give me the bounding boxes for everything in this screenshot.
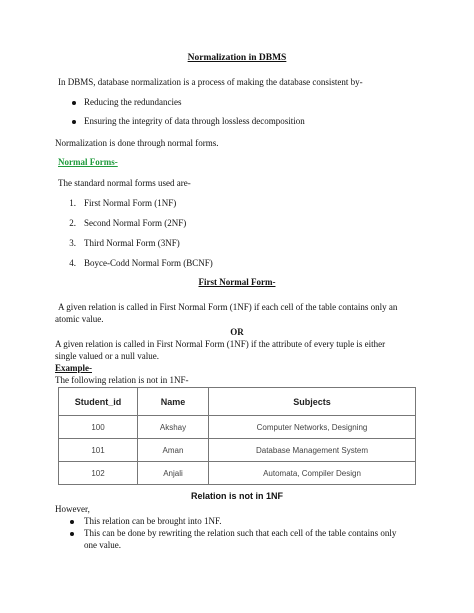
list-number: 4. bbox=[69, 258, 76, 268]
cell-name: Aman bbox=[138, 439, 209, 462]
table-row bbox=[59, 416, 416, 439]
form-item-2nf: Second Normal Form (2NF) bbox=[84, 218, 187, 228]
cell-subjects: Automata, Compiler Design bbox=[209, 462, 416, 485]
table-row bbox=[59, 462, 416, 485]
bullet-dot bbox=[72, 101, 76, 105]
list-number: 1. bbox=[69, 198, 76, 208]
however-text: However, bbox=[55, 504, 90, 514]
example-intro: The following relation is not in 1NF- bbox=[55, 375, 189, 385]
column-header-student-id: Student_id bbox=[59, 388, 138, 416]
list-number: 2. bbox=[69, 218, 76, 228]
first-nf-heading: First Normal Form- bbox=[198, 277, 276, 287]
column-header-name: Name bbox=[138, 388, 209, 416]
bullet-dot bbox=[70, 520, 74, 524]
definition-1-line-1: A given relation is called in First Normal Form (1NF) if each cell of the table contains only an bbox=[58, 302, 398, 312]
final-bullet-1: This relation can be brought into 1NF. bbox=[84, 516, 222, 526]
table-caption: Relation is not in 1NF bbox=[190, 491, 283, 501]
cell-student-id: 102 bbox=[59, 462, 138, 485]
document-title: Normalization in DBMS bbox=[187, 53, 287, 63]
cell-student-id: 100 bbox=[59, 416, 138, 439]
definition-1-line-2: atomic value. bbox=[55, 314, 104, 324]
normal-forms-heading: Normal Forms- bbox=[58, 157, 118, 167]
relation-table bbox=[58, 387, 416, 485]
column-header-subjects: Subjects bbox=[209, 388, 416, 416]
form-item-1nf: First Normal Form (1NF) bbox=[84, 198, 177, 208]
list-number: 3. bbox=[69, 238, 76, 248]
bullet-dot bbox=[70, 532, 74, 536]
intro-bullet-2: Ensuring the integrity of data through lossless decomposition bbox=[84, 116, 305, 126]
cell-subjects: Database Management System bbox=[209, 439, 416, 462]
cell-name: Akshay bbox=[138, 416, 209, 439]
form-item-bcnf: Boyce-Codd Normal Form (BCNF) bbox=[84, 258, 213, 268]
final-bullet-2: This can be done by rewriting the relation such that each cell of the table contains only bbox=[84, 528, 397, 538]
normal-forms-note: Normalization is done through normal forms. bbox=[55, 138, 219, 148]
definition-2-line-1: A given relation is called in First Normal Form (1NF) if the attribute of every tuple is either bbox=[55, 339, 386, 349]
definition-2-line-2: single valued or a null value. bbox=[55, 351, 159, 361]
cell-student-id: 101 bbox=[59, 439, 138, 462]
form-item-3nf: Third Normal Form (3NF) bbox=[84, 238, 180, 248]
cell-subjects: Computer Networks, Designing bbox=[209, 416, 416, 439]
or-separator: OR bbox=[230, 327, 244, 337]
example-heading: Example- bbox=[55, 363, 92, 373]
final-bullet-2-continued: one value. bbox=[84, 540, 121, 550]
table-row bbox=[59, 439, 416, 462]
cell-name: Anjali bbox=[138, 462, 209, 485]
intro-bullet-1: Reducing the redundancies bbox=[84, 97, 182, 107]
intro-paragraph: In DBMS, database normalization is a process of making the database consistent by- bbox=[58, 77, 363, 87]
standard-forms-intro: The standard normal forms used are- bbox=[58, 178, 191, 188]
bullet-dot bbox=[72, 120, 76, 124]
table-header-row bbox=[59, 388, 416, 416]
